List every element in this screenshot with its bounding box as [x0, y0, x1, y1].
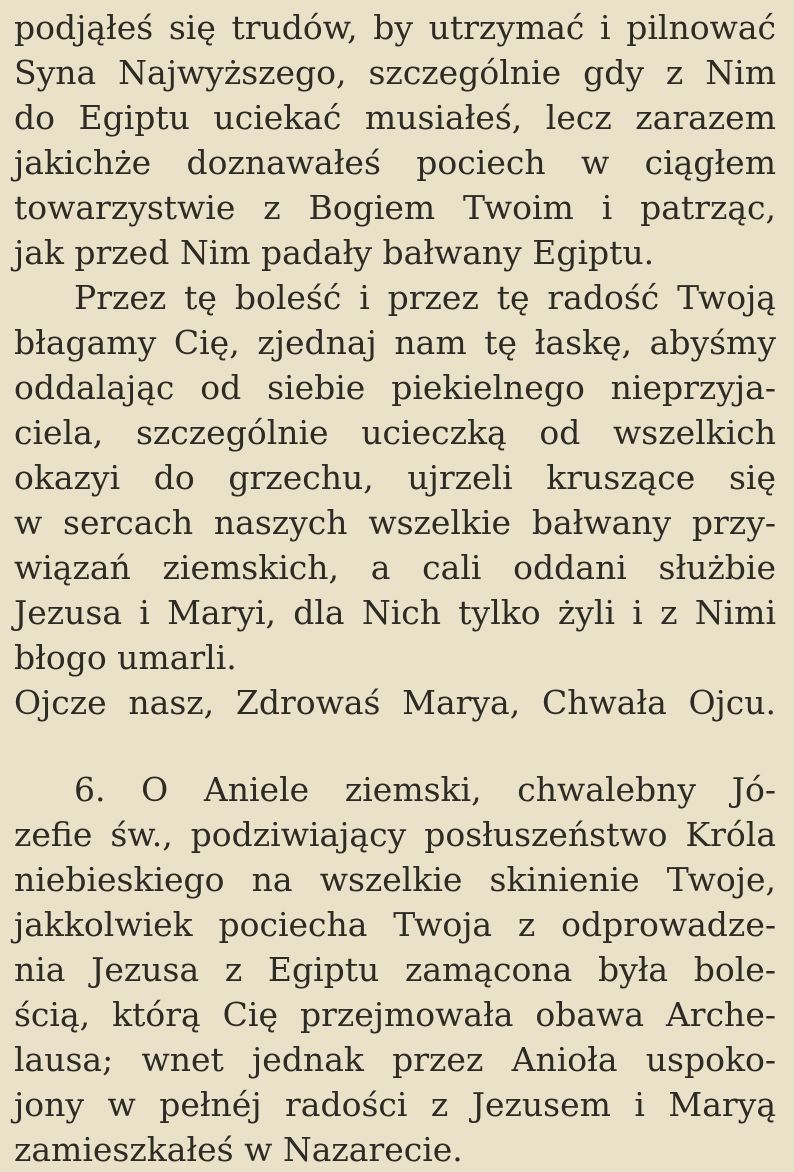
text-line: oddalając od siebie piekielnego nieprzyja-: [14, 368, 776, 407]
text-line: okazyi do grzechu, ujrzeli kruszące się: [14, 458, 776, 497]
text-line: jony w pełnéj radości z Jezusem i Maryą: [14, 1085, 776, 1124]
text-line: wiązań ziemskich, a cali oddani służbie: [14, 548, 776, 587]
text-line: w sercach naszych wszelkie bałwany przy-: [14, 503, 776, 542]
text-line: błagamy Cię, zjednaj nam tę łaskę, abyśmy: [14, 323, 776, 362]
text-line: Ojcze nasz, Zdrowaś Marya, Chwała Ojcu.: [14, 683, 776, 722]
text-line: nia Jezusa z Egiptu zamącona była bole-: [14, 950, 776, 989]
text-line: jak przed Nim padały bałwany Egiptu.: [14, 233, 655, 272]
text-line: Przez tę boleść i przez tę radość Twoją: [74, 278, 776, 317]
paragraph-closing: [14, 680, 776, 725]
text-line: zamieszkałeś w Nazarecie.: [14, 1130, 463, 1169]
section-gap: [14, 725, 776, 767]
text-line: jakkolwiek pociecha Twoja z odprowadze-: [14, 905, 776, 944]
text-line: do Egiptu uciekać musiałeś, lecz zarazem: [14, 98, 776, 137]
paragraph-continuation: [14, 5, 776, 275]
text-line: ciela, szczególnie ucieczką od wszelkich: [14, 413, 776, 452]
text-line: zefie św., podziwiający posłuszeństwo Króla: [14, 815, 776, 854]
text-line: niebieskiego na wszelkie skinienie Twoje,: [14, 860, 776, 899]
text-line: jakichże doznawałeś pociech w ciągłem: [14, 143, 776, 182]
text-line: Syna Najwyższego, szczególnie gdy z Nim: [14, 53, 776, 92]
text-line: ścią, którą Cię przejmowała obawa Arche-: [14, 995, 776, 1034]
text-line: 6. O Aniele ziemski, chwalebny Jó-: [74, 770, 776, 809]
text-line: Jezusa i Maryi, dla Nich tylko żyli i z Nimi: [14, 593, 776, 632]
text-line: podjąłeś się trudów, by utrzymać i pilnować: [14, 8, 776, 47]
paragraph-section-6: [14, 767, 776, 1172]
text-line: towarzystwie z Bogiem Twoim i patrząc,: [14, 188, 776, 227]
paragraph-prayer: [14, 275, 776, 680]
text-line: błogo umarli.: [14, 638, 237, 677]
text-line: lausa; wnet jednak przez Anioła uspoko-: [14, 1040, 776, 1079]
